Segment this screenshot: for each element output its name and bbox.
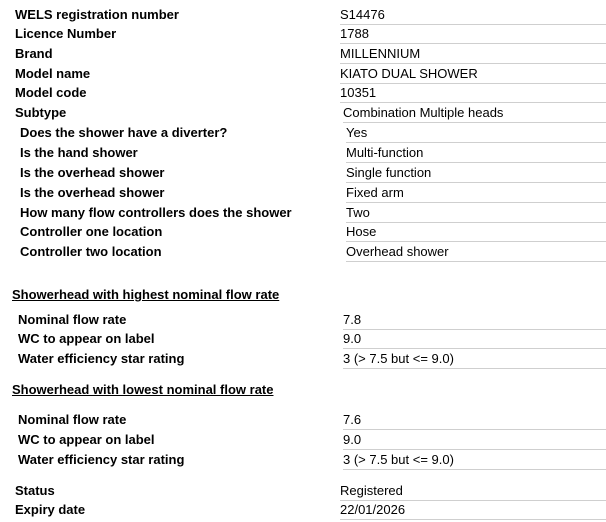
- diverter-value: Yes: [346, 123, 606, 143]
- controller-one-row: [0, 222, 606, 241]
- highest-flow-heading: Showerhead with highest nominal flow rate: [12, 287, 280, 302]
- status-value: Registered: [340, 481, 606, 501]
- hand-shower-value: Multi-function: [346, 143, 606, 163]
- brand-row: [0, 44, 606, 63]
- lowest-wc-value: 9.0: [343, 430, 606, 450]
- lowest-star-value: 3 (> 7.5 but <= 9.0): [343, 450, 606, 470]
- lowest-flow-rate-value: 7.6: [343, 410, 606, 430]
- subtype-label: Subtype: [15, 105, 67, 120]
- lowest-wc-label: WC to appear on label: [18, 432, 155, 447]
- expiry-value: 22/01/2026: [340, 500, 606, 520]
- licence-value: 1788: [340, 24, 606, 44]
- highest-flow-rate-row: [0, 310, 606, 329]
- overhead-arm-label: Is the overhead shower: [20, 185, 165, 200]
- model-code-label: Model code: [15, 85, 87, 100]
- diverter-row: [0, 123, 606, 142]
- expiry-label: Expiry date: [15, 502, 86, 517]
- overhead-function-row: [0, 163, 606, 182]
- diverter-label: Does the shower have a diverter?: [20, 125, 228, 140]
- controller-one-label: Controller one location: [20, 224, 163, 239]
- subtype-value: Combination Multiple heads: [343, 103, 606, 123]
- licence-label: Licence Number: [15, 26, 117, 41]
- lowest-flow-rate-label: Nominal flow rate: [18, 412, 127, 427]
- flow-controllers-value: Two: [346, 203, 606, 223]
- wels-value: S14476: [340, 5, 606, 25]
- overhead-arm-row: [0, 183, 606, 202]
- highest-star-label: Water efficiency star rating: [18, 351, 185, 366]
- controller-one-value: Hose: [346, 222, 606, 242]
- status-label: Status: [15, 483, 55, 498]
- highest-wc-value: 9.0: [343, 329, 606, 349]
- overhead-arm-value: Fixed arm: [346, 183, 606, 203]
- highest-flow-rate-value: 7.8: [343, 310, 606, 330]
- flow-controllers-label: How many flow controllers does the shower: [20, 205, 292, 220]
- lowest-flow-heading: Showerhead with lowest nominal flow rate: [12, 382, 274, 397]
- licence-row: [0, 24, 606, 43]
- brand-label: Brand: [15, 46, 53, 61]
- wels-label: WELS registration number: [15, 7, 179, 22]
- brand-value: MILLENNIUM: [340, 44, 606, 64]
- controller-two-value: Overhead shower: [346, 242, 606, 262]
- model-name-label: Model name: [15, 66, 91, 81]
- flow-controllers-row: [0, 203, 606, 222]
- status-row: [0, 481, 606, 500]
- highest-flow-rate-label: Nominal flow rate: [18, 312, 127, 327]
- highest-star-value: 3 (> 7.5 but <= 9.0): [343, 349, 606, 369]
- controller-two-label: Controller two location: [20, 244, 162, 259]
- overhead-function-value: Single function: [346, 163, 606, 183]
- hand-shower-label: Is the hand shower: [20, 145, 138, 160]
- model-name-row: [0, 64, 606, 83]
- lowest-wc-row: [0, 430, 606, 449]
- overhead-function-label: Is the overhead shower: [20, 165, 165, 180]
- controller-two-row: [0, 242, 606, 261]
- lowest-star-label: Water efficiency star rating: [18, 452, 185, 467]
- subtype-row: [0, 103, 606, 122]
- highest-star-row: [0, 349, 606, 368]
- lowest-flow-rate-row: [0, 410, 606, 429]
- model-name-value: KIATO DUAL SHOWER: [340, 64, 606, 84]
- highest-wc-row: [0, 329, 606, 348]
- hand-shower-row: [0, 143, 606, 162]
- wels-row: [0, 5, 606, 24]
- highest-wc-label: WC to appear on label: [18, 331, 155, 346]
- expiry-row: [0, 500, 606, 519]
- model-code-row: [0, 83, 606, 102]
- lowest-star-row: [0, 450, 606, 469]
- model-code-value: 10351: [340, 83, 606, 103]
